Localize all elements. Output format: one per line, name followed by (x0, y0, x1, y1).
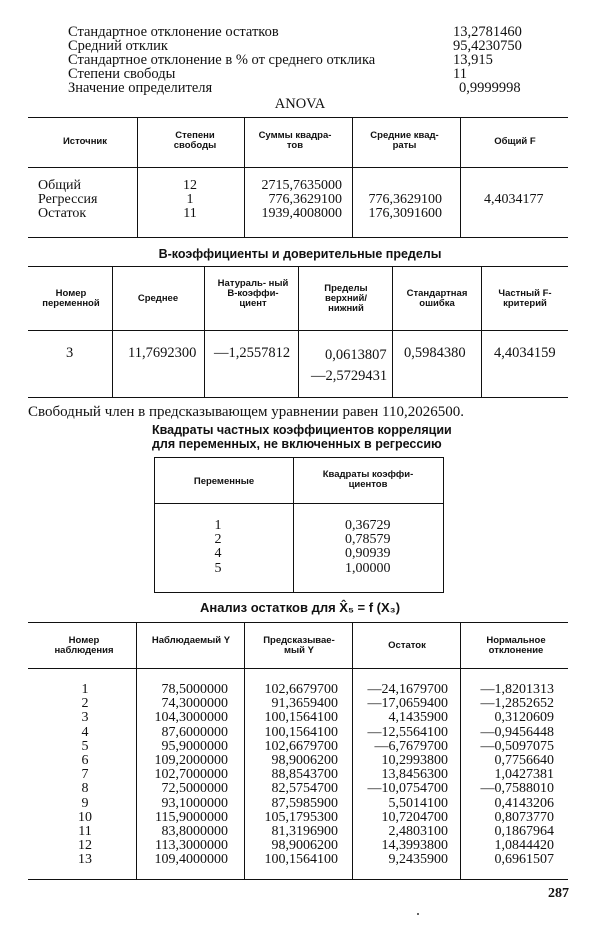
bcoef-se: 0,5984380 (404, 345, 466, 361)
residuals-observed-cell: 74,3000000 (161, 696, 228, 712)
rule (28, 167, 568, 168)
anova-df-cell: 1 (186, 192, 194, 208)
residuals-residual-cell: —6,7679700 (374, 738, 448, 754)
partial-value: 0,78579 (345, 532, 391, 548)
rule (460, 117, 461, 237)
anova-source: Регрессия (38, 192, 98, 208)
anova-ms-cell: 776,3629100 (368, 192, 442, 207)
rule (28, 668, 568, 669)
stat-value: 0,9999998 (459, 80, 521, 96)
bcoef-title: B-коэффициенты и доверительные пределы (158, 247, 442, 261)
residuals-normal-cell: —1,2852652 (480, 696, 554, 712)
rule (204, 266, 205, 397)
bcoef-b: —1,2557812 (214, 345, 291, 361)
anova-ss-cell: 776,3629100 (268, 192, 342, 208)
residuals-normal-cell: —1,8201313 (480, 682, 554, 697)
partial-var: 2 (214, 532, 222, 548)
anova-ms (360, 193, 442, 221)
residuals-obs-cell: 8 (81, 781, 89, 797)
rule (293, 457, 294, 592)
stat-label: Степени свободы (68, 66, 176, 82)
residuals-residual-cell: 2,4803100 (388, 824, 448, 840)
residuals-obs-cell: 13 (78, 852, 92, 868)
residuals-predicted-cell: 91,3659400 (271, 696, 338, 712)
residuals-normal-cell: 0,4143206 (494, 795, 554, 811)
residuals-obs (68, 683, 102, 868)
stat-label: Средний отклик (68, 38, 168, 54)
residuals-obs-cell: 9 (81, 795, 89, 811)
residuals-observed-cell: 109,2000000 (154, 753, 228, 769)
anova-ss-cell: 2715,7635000 (261, 178, 342, 193)
residuals-obs-cell: 10 (78, 809, 92, 825)
residuals-header: Предсказывае- мый Y (263, 635, 335, 656)
anova-f: 4,4034177 (484, 192, 544, 207)
residuals-header: Наблюдаемый Y (151, 635, 231, 646)
rule (481, 266, 482, 397)
partial-var: 1 (214, 518, 222, 533)
rule (443, 457, 444, 592)
residuals-predicted-cell: 87,5985900 (271, 795, 338, 811)
partial-values (345, 519, 391, 576)
residuals-observed-cell: 115,9000000 (155, 809, 228, 825)
partial-value: 1,00000 (345, 560, 391, 576)
rule (136, 622, 137, 879)
residuals-residual-cell: 5,5014100 (388, 795, 448, 811)
anova-header: Средние квад- раты (370, 130, 439, 151)
rule (154, 457, 444, 458)
residuals-obs-cell: 11 (78, 824, 92, 840)
page-number: 287 (548, 886, 569, 901)
bcoef-lower: —2,5729431 (311, 368, 388, 384)
partial-var: 4 (214, 546, 222, 562)
residuals-obs-cell: 12 (78, 838, 92, 854)
rule (392, 266, 393, 397)
stat-value: 13,915 (453, 52, 493, 68)
rule (28, 397, 568, 398)
residuals-normal-cell: —0,5097075 (480, 738, 554, 754)
residuals-header: Нормальное отклонение (486, 635, 546, 656)
bcoef-header: Номер переменной (42, 288, 100, 309)
residuals-obs-cell: 2 (81, 696, 89, 712)
residuals-normal-cell: 0,7756640 (494, 753, 554, 769)
residuals-obs-cell: 7 (81, 767, 89, 783)
residuals-observed-cell: 95,9000000 (161, 738, 228, 754)
residuals-predicted (248, 683, 338, 868)
partial-header: Переменные (193, 476, 255, 487)
stat-label: Стандартное отклонение остатков (68, 24, 279, 40)
bcoef-header: Пределы верхний/ нижний (324, 283, 368, 314)
anova-df-cell: 11 (183, 206, 197, 222)
rule (28, 237, 568, 238)
stat-label: Стандартное отклонение в % от среднего отклика (68, 52, 376, 68)
anova-ss-cell: 1939,4008000 (261, 206, 342, 222)
residuals-predicted-cell: 105,1795300 (264, 809, 338, 825)
bcoef-header: Натураль- ный B-коэффи- циент (217, 278, 289, 309)
partial-value: 0,90939 (345, 546, 391, 562)
bcoef-upper: 0,0613807 (325, 347, 387, 363)
residuals-predicted-cell: 88,8543700 (271, 767, 338, 783)
residuals-observed-cell: 87,6000000 (161, 724, 228, 740)
rule (154, 457, 155, 592)
residuals-normal-cell: —0,7588010 (480, 781, 554, 797)
residuals-observed (140, 683, 228, 868)
residuals-predicted-cell: 81,3196900 (271, 824, 338, 840)
residuals-obs-cell: 1 (81, 682, 89, 697)
ink-dot (417, 913, 419, 915)
residuals-predicted-cell: 98,9006200 (271, 753, 338, 769)
partial-title-line1: Квадраты частных коэффициентов корреляции (152, 423, 452, 437)
bcoef-var: 3 (66, 345, 74, 361)
residuals-observed-cell: 104,3000000 (154, 710, 228, 726)
residuals-obs-cell: 4 (81, 724, 89, 740)
residuals-residual-cell: 10,7204700 (381, 809, 448, 825)
bcoef-f: 4,4034159 (494, 345, 556, 361)
stat-value: 11 (453, 66, 467, 82)
anova-ms-cell: 176,3091600 (368, 206, 442, 222)
residuals-predicted-cell: 100,1564100 (264, 724, 338, 740)
stat-value: 95,4230750 (453, 38, 522, 54)
residuals-obs-cell: 3 (81, 710, 89, 726)
rule (28, 622, 568, 623)
residuals-observed-cell: 113,3000000 (155, 838, 228, 854)
residuals-residual-cell: 13,8456300 (381, 767, 448, 783)
residuals-predicted-cell: 82,5754700 (271, 781, 338, 797)
residuals-predicted-cell: 102,6679700 (264, 738, 338, 754)
partial-var: 5 (214, 560, 222, 576)
rule (28, 879, 568, 880)
residuals-observed-cell: 83,8000000 (161, 824, 228, 840)
anova-header: Общий F (494, 136, 536, 147)
partial-vars (200, 519, 236, 576)
anova-source: Остаток (38, 206, 87, 222)
residuals-normal-cell: 0,1867964 (494, 824, 554, 840)
anova-source: Общий (38, 178, 81, 193)
rule (352, 622, 353, 879)
anova-ss (250, 179, 342, 222)
bcoef-header: Стандартная ошибка (406, 288, 468, 309)
residuals-observed-cell: 78,5000000 (161, 682, 228, 697)
rule (352, 117, 353, 237)
residuals-normal (464, 683, 554, 868)
stat-label: Значение определителя (68, 80, 213, 96)
residuals-obs-cell: 5 (81, 738, 89, 754)
rule (298, 266, 299, 397)
residuals-predicted-cell: 100,1564100 (264, 710, 338, 726)
partial-header: Квадраты коэффи- циентов (322, 469, 414, 490)
rule (154, 503, 444, 504)
partial-title-line2: для переменных, не включенных в регрессию (152, 437, 442, 451)
residuals-residual (356, 683, 448, 868)
anova-header: Источник (62, 136, 108, 147)
rule (460, 622, 461, 879)
rule (244, 622, 245, 879)
residuals-residual-cell: 10,2993800 (381, 753, 448, 769)
anova-title: ANOVA (274, 96, 326, 112)
residuals-observed-cell: 102,7000000 (154, 767, 228, 783)
residuals-residual-cell: —17,0659400 (367, 696, 448, 712)
residuals-residual-cell: 4,1435900 (388, 710, 448, 726)
residuals-observed-cell: 72,5000000 (161, 781, 228, 797)
residuals-normal-cell: 1,0427381 (494, 767, 554, 783)
residuals-normal-cell: 0,8073770 (494, 809, 554, 825)
bcoef-mean: 11,7692300 (128, 345, 197, 361)
residuals-residual-cell: —10,0754700 (367, 781, 448, 797)
anova-header: Суммы квадра- тов (258, 130, 332, 151)
rule (112, 266, 113, 397)
residuals-header: Остаток (388, 640, 426, 651)
anova-header: Степени свободы (173, 130, 217, 151)
residuals-predicted-cell: 102,6679700 (264, 682, 338, 697)
rule (244, 117, 245, 237)
stat-value: 13,2781460 (453, 24, 522, 40)
residuals-header: Номер наблюдения (54, 635, 114, 656)
partial-value: 0,36729 (345, 518, 391, 533)
residuals-observed-cell: 109,4000000 (154, 852, 228, 868)
residuals-residual-cell: 14,3993800 (381, 838, 448, 854)
residuals-normal-cell: 0,6961507 (494, 852, 554, 868)
rule (28, 117, 568, 118)
bcoef-header: Среднее (137, 293, 179, 304)
rule (137, 117, 138, 237)
residuals-title: Анализ остатков для X̂₅ = f (X₃) (199, 600, 401, 615)
residuals-normal-cell: —0,9456448 (480, 724, 554, 740)
residuals-residual-cell: 9,2435900 (388, 852, 448, 868)
residuals-residual-cell: —24,1679700 (367, 682, 448, 697)
residuals-observed-cell: 93,1000000 (161, 795, 228, 811)
intercept-text: Свободный член в предсказывающем уравнении равен 110,2026500. (28, 404, 464, 420)
residuals-predicted-cell: 98,9006200 (271, 838, 338, 854)
bcoef-header: Частный F-критерий (498, 288, 552, 309)
residuals-normal-cell: 0,3120609 (494, 710, 554, 726)
residuals-normal-cell: 1,0844420 (494, 838, 554, 854)
rule (154, 592, 444, 593)
residuals-predicted-cell: 100,1564100 (264, 852, 338, 868)
anova-df (160, 179, 220, 222)
residuals-residual-cell: —12,5564100 (367, 724, 448, 740)
residuals-obs-cell: 6 (81, 753, 89, 769)
anova-sources (38, 179, 97, 222)
anova-df-cell: 12 (183, 178, 197, 193)
